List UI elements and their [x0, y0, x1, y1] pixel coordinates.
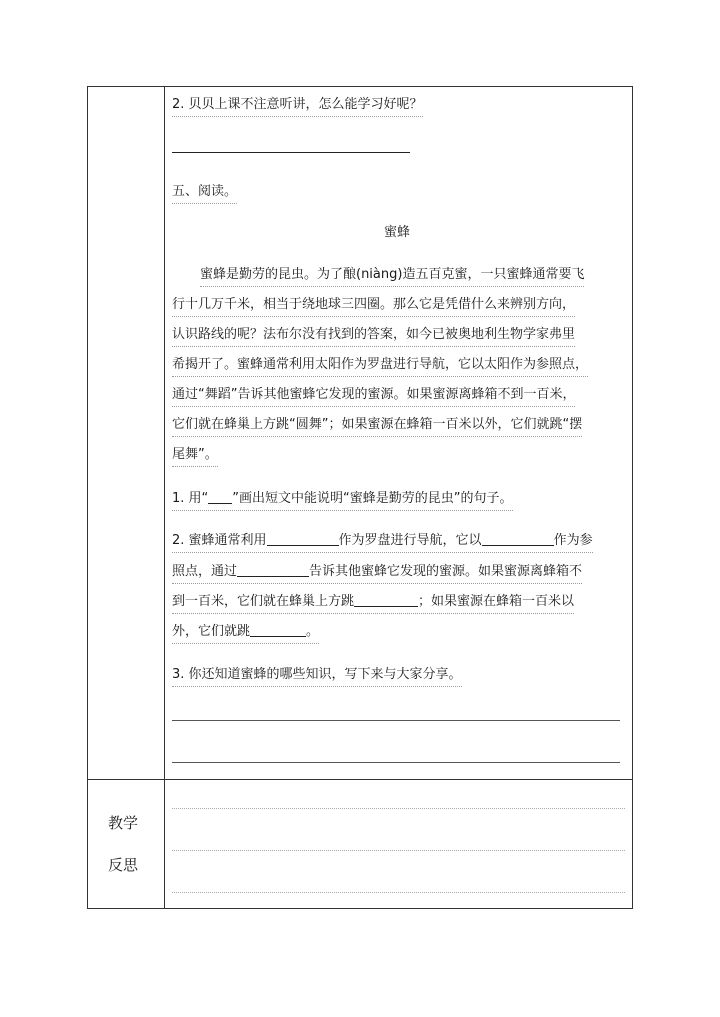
section-5-heading: 五、阅读。 — [172, 183, 237, 204]
q2-text-2a: 照点，通过 — [172, 564, 238, 579]
column-divider — [164, 86, 165, 909]
question-2-line-2 — [172, 563, 582, 584]
blank-5[interactable] — [250, 624, 306, 637]
blank-2[interactable] — [482, 533, 554, 546]
row-divider — [87, 779, 633, 780]
reflection-line-3[interactable] — [172, 892, 625, 893]
underline-sample-blank[interactable] — [208, 491, 232, 504]
q2-text-1b: 作为罗盘进行导航，它以 — [338, 533, 482, 548]
reflection-label-1: 教学 — [108, 814, 139, 832]
q2-text-1a: 2. 蜜蜂通常利用 — [172, 533, 267, 548]
answer-line-q3-1[interactable] — [172, 720, 620, 721]
passage-line-6: 它们就在蜂巢上方跳“圆舞”；如果蜜源在蜂箱一百米以外，它们就跳“摆 — [172, 416, 582, 437]
passage-line-7: 尾舞”。 — [172, 446, 218, 467]
question-2-line-3 — [172, 593, 574, 614]
reflection-label-2: 反思 — [108, 856, 139, 874]
question-2-line-4 — [172, 623, 319, 644]
blank-3[interactable] — [237, 564, 309, 577]
passage-line-3: 认识路线的呢？法布尔没有找到的答案，如今已被奥地利生物学家弗里 — [172, 326, 575, 347]
reflection-line-2[interactable] — [172, 850, 625, 851]
passage-line-1: 蜜蜂是勤劳的昆虫。为了酿(niàng)造五百克蜜，一只蜜蜂通常要飞 — [200, 266, 584, 287]
answer-line-q2[interactable] — [172, 152, 410, 153]
question-1-suffix: ”画出短文中能说明“蜜蜂是勤劳的昆虫”的句子。 — [232, 491, 513, 506]
passage-title: 蜜蜂 — [384, 225, 411, 240]
blank-1[interactable] — [267, 533, 339, 546]
question-1-prefix: 1. 用“ — [172, 491, 209, 506]
question-1 — [172, 490, 513, 511]
question-2-line-1 — [172, 532, 593, 553]
question-3: 3. 你还知道蜜蜂的哪些知识，写下来与大家分享。 — [172, 666, 462, 687]
reflection-line-1[interactable] — [172, 808, 625, 809]
answer-line-q3-2[interactable] — [172, 762, 620, 763]
q2-text-4b: 。 — [306, 624, 320, 639]
q2-text-3a: 到一百米，它们就在蜂巢上方跳 — [172, 594, 355, 609]
q2-text-2b: 告诉其他蜜蜂它发现的蜜源。如果蜜源离蜂箱不 — [309, 564, 583, 579]
passage-line-4: 希揭开了。蜜蜂通常利用太阳作为罗盘进行导航，它以太阳作为参照点， — [172, 356, 588, 377]
passage-line-2: 行十几万千米，相当于绕地球三四圈。那么它是凭借什么来辨别方向， — [172, 296, 575, 317]
q2-text-1c: 作为参 — [553, 533, 593, 548]
blank-4[interactable] — [354, 594, 418, 607]
q2-text-4a: 外，它们就跳 — [172, 624, 251, 639]
q2-text-3b: ；如果蜜源在蜂箱一百米以 — [418, 594, 575, 609]
passage-line-5: 通过“舞蹈”告诉其他蜜蜂它发现的蜜源。如果蜜源离蜂箱不到一百米， — [172, 386, 575, 407]
question-2-text: 2. 贝贝上课不注意听讲，怎么能学习好呢？ — [172, 96, 423, 117]
